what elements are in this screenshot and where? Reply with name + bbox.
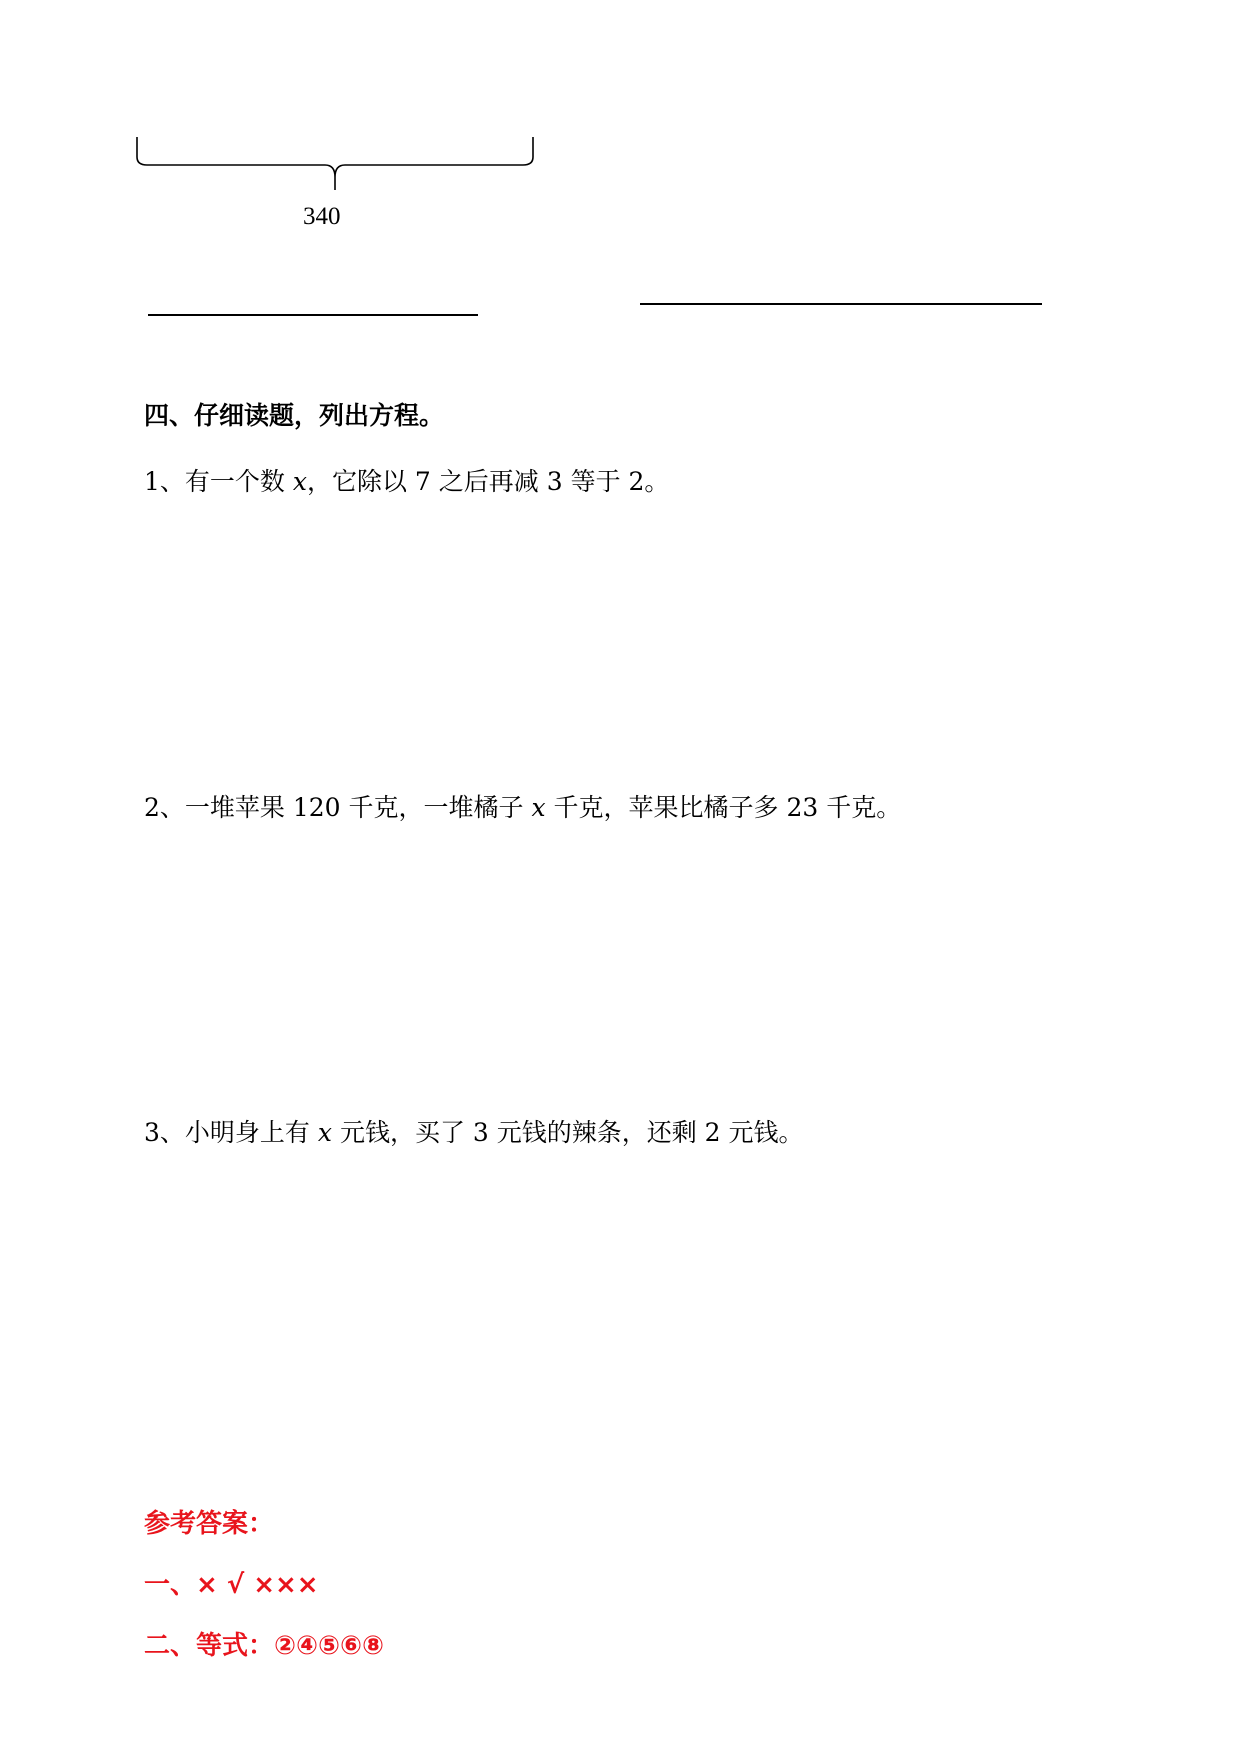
- question-text: 2、一堆苹果 120 千克，一堆橘子: [144, 793, 524, 822]
- answer-line-1: 一、× √ ×××: [144, 1570, 319, 1600]
- question-text: 千克，苹果比橘子多 23 千克。: [553, 793, 902, 822]
- answer-line-2: 二、等式：②④⑤⑥⑧: [144, 1631, 385, 1661]
- question-text: 3、小明身上有: [144, 1118, 310, 1147]
- question-2: [144, 788, 901, 824]
- variable-x: x: [317, 1118, 332, 1147]
- variable-x: x: [292, 467, 307, 496]
- question-1: [144, 462, 669, 498]
- section-title: 四、仔细读题，列出方程。: [144, 401, 445, 430]
- question-3: [144, 1113, 804, 1149]
- answer-line-left: [148, 314, 478, 316]
- answers-title: 参考答案：: [144, 1509, 275, 1539]
- question-text: ，它除以 7 之后再减 3 等于 2。: [306, 467, 670, 496]
- question-text: 1、有一个数: [144, 467, 285, 496]
- question-text: 元钱，买了 3 元钱的辣条，还剩 2 元钱。: [339, 1118, 804, 1147]
- curly-brace: [137, 137, 533, 177]
- brace-value-label: 340: [303, 203, 341, 230]
- variable-x: x: [531, 793, 546, 822]
- curly-brace-diagram: [135, 135, 535, 205]
- answer-line-right: [640, 303, 1042, 305]
